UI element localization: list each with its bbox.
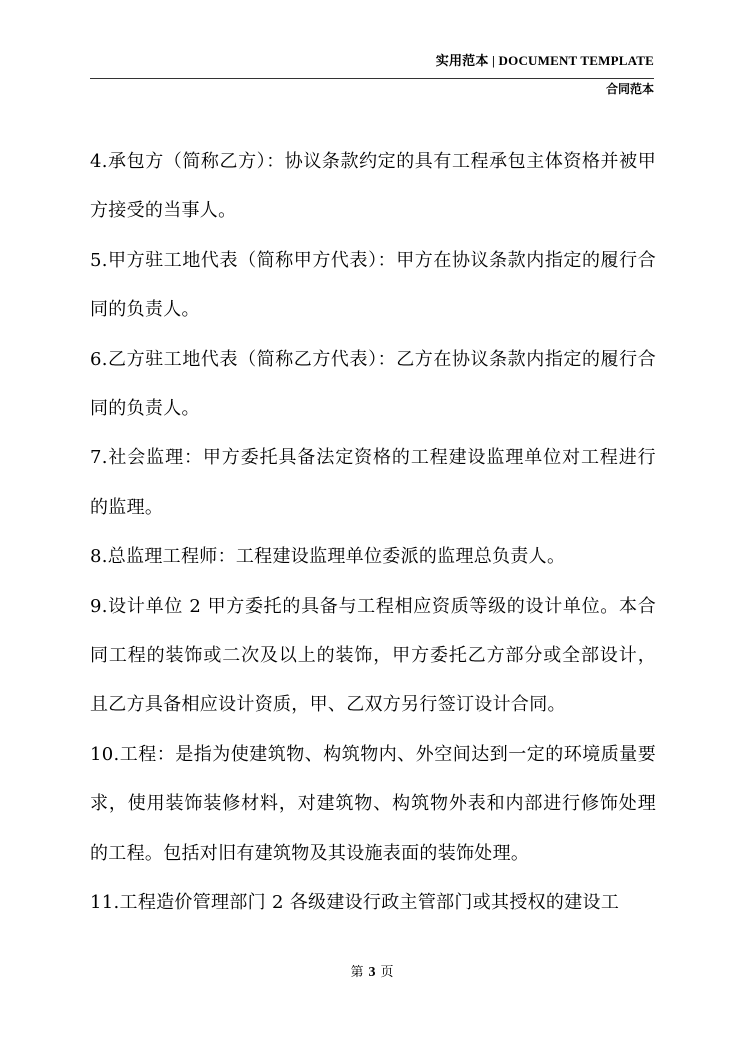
clause-6: 6.乙方驻工地代表（简称乙方代表）：乙方在协议条款内指定的履行合同的负责人。: [90, 348, 656, 420]
page-header: [90, 52, 654, 97]
page-number: 3: [368, 965, 376, 980]
clause-9: 9.设计单位 2 甲方委托的具备与工程相应资质等级的设计单位。本合同工程的装饰或二次及以上的装饰，甲方委托乙方部分或全部设计，且乙方具备相应设计资质，甲、乙双方另行签订设计合同。: [90, 595, 656, 716]
header-subtitle: 合同范本: [605, 82, 654, 96]
clause-11: 11.工程造价管理部门 2 各级建设行政主管部门或其授权的建设工: [90, 892, 620, 914]
clause-4: 4.承包方（简称乙方）：协议条款约定的具有工程承包主体资格并被甲方接受的当事人。: [90, 151, 656, 222]
clause-8: 8.总监理工程师：工程建设监理单位委派的监理总负责人。: [90, 546, 566, 568]
header-divider: [90, 78, 654, 79]
clause-10: 10.工程：是指为使建筑物、构筑物内、外空间达到一定的环境质量要求，使用装饰装修材料，对建筑物、构筑物外表和内部进行修饰处理的工程。包括对旧有建筑物及其设施表面的装饰处理。: [90, 743, 656, 864]
clause-5: 5.甲方驻工地代表（简称甲方代表）：甲方在协议条款内指定的履行合同的负责人。: [90, 249, 656, 321]
header-title: 实用范本 | DOCUMENT TEMPLATE: [435, 53, 654, 68]
footer-suffix: 页: [380, 964, 394, 979]
clause-7: 7.社会监理：甲方委托具备法定资格的工程建设监理单位对工程进行的监理。: [90, 447, 656, 518]
document-body: [90, 137, 656, 928]
page-footer: [0, 963, 744, 982]
footer-prefix: 第: [350, 964, 364, 979]
